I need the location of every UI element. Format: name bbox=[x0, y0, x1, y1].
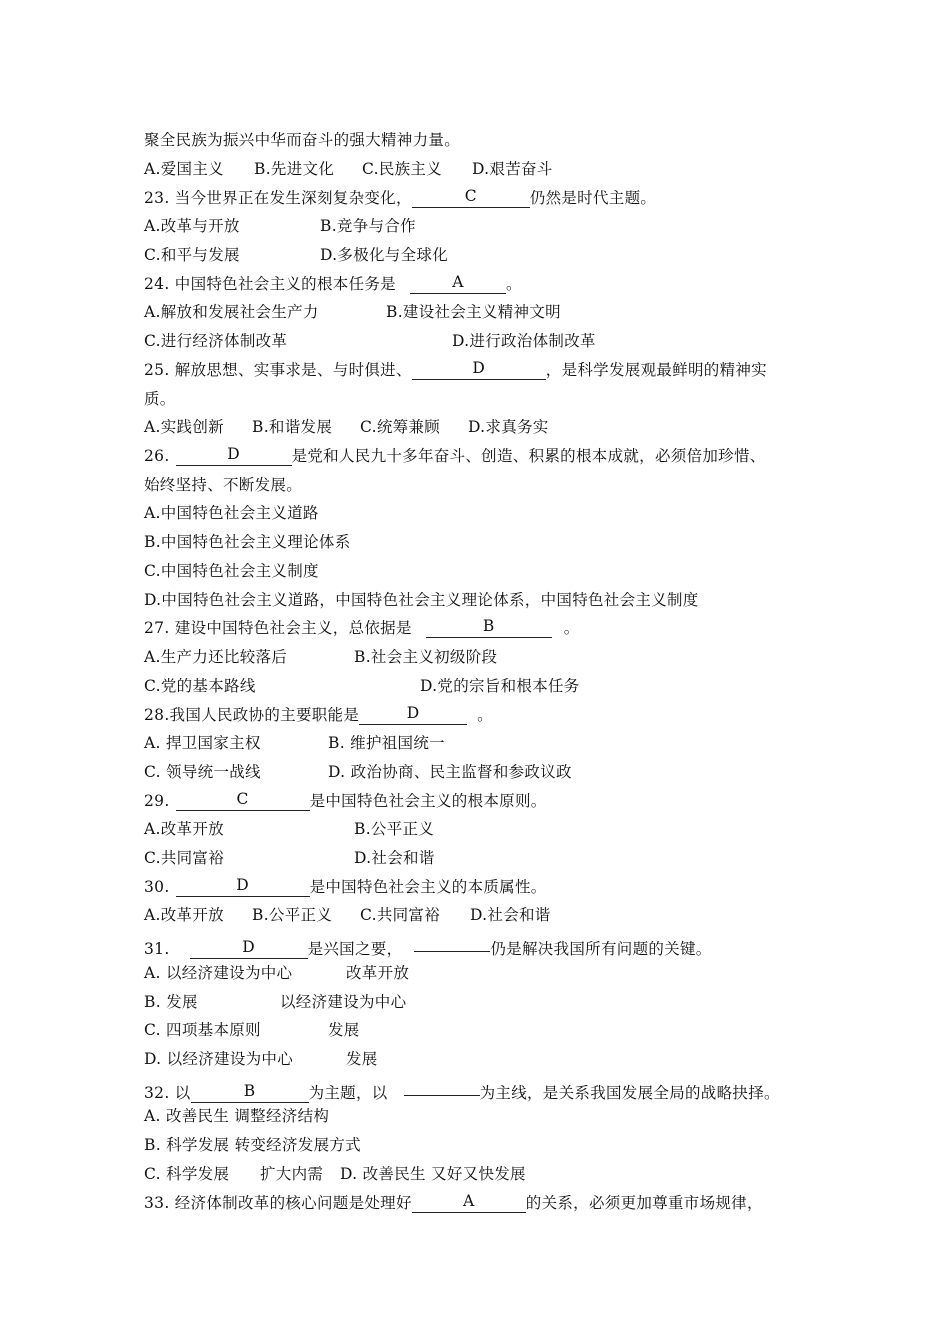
option-b: B.和谐发展 bbox=[252, 418, 333, 436]
question-text: 26. bbox=[144, 447, 170, 465]
option-c: C.党的基本路线 bbox=[144, 677, 256, 695]
option-b: B.建设社会主义精神文明 bbox=[386, 303, 561, 321]
option-d: D. 政治协商、民主监督和参政议政 bbox=[328, 763, 572, 781]
option-c: C. 领导统一战线 bbox=[144, 763, 261, 781]
option-c: C.共同富裕 bbox=[144, 849, 225, 867]
q23-options-row1 bbox=[144, 212, 416, 240]
option-c: C. 四项基本原则 bbox=[144, 1021, 261, 1039]
option-d: D.进行政治体制改革 bbox=[452, 332, 596, 350]
question-text: 仍然是时代主题。 bbox=[529, 189, 657, 207]
answer-blank: C bbox=[412, 186, 530, 208]
q28-options-row2 bbox=[144, 758, 572, 786]
q25-options bbox=[144, 413, 549, 441]
option-d: D.党的宗旨和根本任务 bbox=[420, 677, 580, 695]
question-text: 25. 解放思想、实事求是、与时俱进、 bbox=[144, 361, 412, 379]
option-a: A. 改善民生 调整经济结构 bbox=[144, 1107, 330, 1125]
question-text: 仍是解决我国所有问题的关键。 bbox=[490, 940, 712, 958]
option-d: D.求真务实 bbox=[468, 418, 549, 436]
option-d: D.中国特色社会主义道路，中国特色社会主义理论体系，中国特色社会主义制度 bbox=[144, 591, 699, 609]
option-d: D.艰苦奋斗 bbox=[472, 160, 553, 178]
option-c: C.进行经济体制改革 bbox=[144, 332, 288, 350]
q30-question bbox=[144, 873, 547, 901]
answer-blank: D bbox=[176, 875, 310, 897]
q26-question bbox=[144, 442, 766, 470]
q31-option-a bbox=[144, 959, 409, 987]
question-text: 。 bbox=[563, 619, 580, 637]
option-c: C.民族主义 bbox=[362, 160, 443, 178]
question-text: 。 bbox=[477, 706, 493, 724]
question-text: 。 bbox=[505, 275, 522, 293]
option-d: D. 改善民生 又好又快发展 bbox=[340, 1165, 526, 1183]
question-text: 的关系，必须更加尊重市场规律， bbox=[525, 1194, 763, 1212]
option-b: B.中国特色社会主义理论体系 bbox=[144, 533, 351, 551]
option-d: D. 以经济建设为中心 bbox=[144, 1050, 294, 1068]
option-a: A. 捍卫国家主权 bbox=[144, 734, 261, 752]
option-a: A.改革开放 bbox=[144, 820, 224, 838]
q26-option-c bbox=[144, 557, 319, 585]
question-text: 始终坚持、不断发展。 bbox=[144, 476, 303, 494]
text-line bbox=[144, 126, 460, 154]
option-d: D.社会和谐 bbox=[470, 906, 551, 924]
option-c: C.共同富裕 bbox=[360, 906, 441, 924]
q27-options-row2 bbox=[144, 672, 580, 700]
q26-option-a bbox=[144, 499, 319, 527]
option-c-second: 发展 bbox=[328, 1021, 360, 1039]
answer-blank: D bbox=[359, 703, 467, 725]
q28-options-row1 bbox=[144, 729, 445, 757]
answer-blank: B bbox=[426, 616, 552, 638]
option-b: B.社会主义初级阶段 bbox=[354, 648, 498, 666]
q32-option-a bbox=[144, 1102, 329, 1130]
option-a: A.实践创新 bbox=[144, 418, 224, 436]
question-text: ，是科学发展观最鲜明的精神实 bbox=[545, 361, 767, 379]
question-text: 29. bbox=[144, 792, 170, 810]
option-c: C.中国特色社会主义制度 bbox=[144, 562, 319, 580]
answer-blank-empty bbox=[404, 1074, 480, 1096]
answer-blank: C bbox=[176, 789, 310, 811]
option-b: B.公平正义 bbox=[252, 906, 333, 924]
option-a: A.中国特色社会主义道路 bbox=[144, 504, 319, 522]
question-text: 30. bbox=[144, 878, 170, 896]
question-text: 为主线，是关系我国发展全局的战略抉择。 bbox=[479, 1084, 780, 1102]
question-text: 是兴国之要， bbox=[307, 940, 403, 958]
q26-option-b bbox=[144, 528, 351, 556]
option-b-second: 以经济建设为中心 bbox=[280, 993, 407, 1011]
answer-blank: B bbox=[191, 1081, 309, 1103]
q25-question bbox=[144, 356, 767, 384]
option-a: A.解放和发展社会生产力 bbox=[144, 303, 319, 321]
q31-option-c bbox=[144, 1016, 360, 1044]
option-b: B. 科学发展 转变经济发展方式 bbox=[144, 1136, 361, 1154]
option-b: B.先进文化 bbox=[254, 160, 335, 178]
q24-options-row1 bbox=[144, 298, 561, 326]
q26-continuation bbox=[144, 471, 302, 499]
q24-question bbox=[144, 270, 522, 298]
option-b: B. 维护祖国统一 bbox=[328, 734, 445, 752]
option-c: C.和平与发展 bbox=[144, 246, 240, 264]
option-a: A.爱国主义 bbox=[144, 160, 224, 178]
option-c-second: 扩大内需 bbox=[260, 1165, 324, 1183]
q31-option-b bbox=[144, 988, 406, 1016]
question-text: 33. 经济体制改革的核心问题是处理好 bbox=[144, 1194, 412, 1212]
question-text: 24. 中国特色社会主义的根本任务是 bbox=[144, 275, 396, 293]
q26-option-d bbox=[144, 586, 699, 614]
option-b: B. 发展 bbox=[144, 993, 198, 1011]
answer-blank: D bbox=[412, 358, 546, 380]
option-d: D.社会和谐 bbox=[354, 849, 435, 867]
question-text: 质。 bbox=[144, 390, 176, 408]
option-b: B.竞争与合作 bbox=[320, 217, 416, 235]
question-text: 31. bbox=[144, 940, 170, 958]
question-text: 27. 建设中国特色社会主义，总依据是 bbox=[144, 619, 412, 637]
question-text: 28.我国人民政协的主要职能是 bbox=[144, 706, 360, 724]
q32-question bbox=[144, 1074, 780, 1102]
q28-question bbox=[144, 701, 493, 729]
q27-options-row1 bbox=[144, 643, 497, 671]
q29-question bbox=[144, 787, 547, 815]
option-a: A.改革开放 bbox=[144, 906, 224, 924]
line-text: 聚全民族为振兴中华而奋斗的强大精神力量。 bbox=[144, 131, 461, 149]
q30-options bbox=[144, 901, 551, 929]
q33-question bbox=[144, 1189, 763, 1217]
question-text: 是党和人民九十多年奋斗、创造、积累的根本成就，必须倍加珍惜、 bbox=[291, 447, 766, 465]
q31-question bbox=[144, 930, 712, 958]
q32-options-cd bbox=[144, 1160, 526, 1188]
q29-options-row2 bbox=[144, 844, 435, 872]
q32-option-b bbox=[144, 1131, 361, 1159]
q29-options-row1 bbox=[144, 815, 434, 843]
question-text: 32. 以 bbox=[144, 1084, 191, 1102]
answer-blank: D bbox=[190, 937, 308, 959]
option-a: A.生产力还比较落后 bbox=[144, 648, 288, 666]
answer-blank: A bbox=[412, 1191, 526, 1213]
q31-option-d bbox=[144, 1045, 378, 1073]
option-d: D.多极化与全球化 bbox=[320, 246, 449, 264]
option-a: A. 以经济建设为中心 bbox=[144, 964, 293, 982]
q22-options bbox=[144, 155, 553, 183]
option-d-second: 发展 bbox=[346, 1050, 378, 1068]
question-text: 23. 当今世界正在发生深刻复杂变化， bbox=[144, 189, 412, 207]
answer-blank: D bbox=[176, 444, 292, 466]
q27-question bbox=[144, 614, 580, 642]
option-a-second: 改革开放 bbox=[346, 964, 410, 982]
q23-options-row2 bbox=[144, 241, 448, 269]
option-c: C. 科学发展 bbox=[144, 1165, 230, 1183]
option-a: A.改革与开放 bbox=[144, 217, 240, 235]
question-text: 是中国特色社会主义的本质属性。 bbox=[309, 878, 547, 896]
question-text: 是中国特色社会主义的根本原则。 bbox=[309, 792, 547, 810]
option-c: C.统筹兼顾 bbox=[360, 418, 441, 436]
q23-question bbox=[144, 184, 656, 212]
answer-blank-empty bbox=[414, 930, 490, 952]
q25-continuation bbox=[144, 385, 176, 413]
answer-blank: A bbox=[410, 272, 506, 294]
question-text: 为主题，以 bbox=[308, 1084, 388, 1102]
option-b: B.公平正义 bbox=[354, 820, 435, 838]
q24-options-row2 bbox=[144, 327, 596, 355]
